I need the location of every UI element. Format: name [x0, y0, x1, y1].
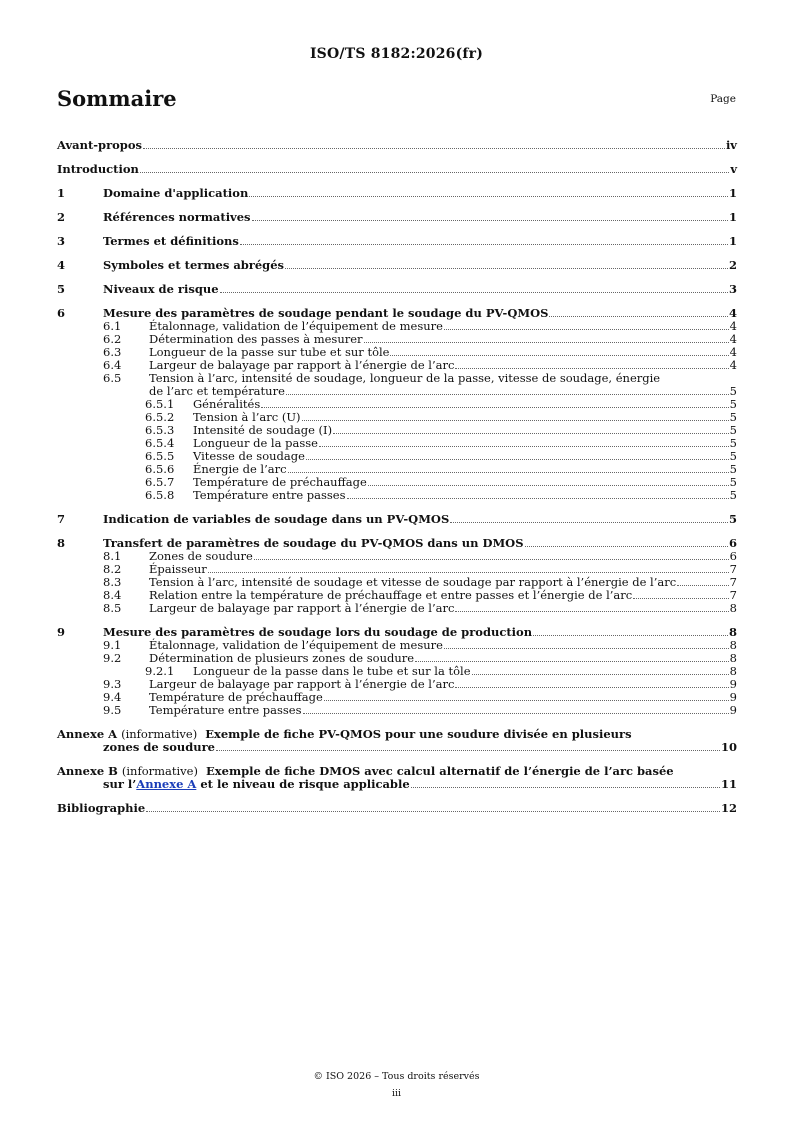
- toc-entry-title: Largeur de balayage par rapport à l’énergie de l’arc: [149, 601, 455, 615]
- toc-page-number: 5: [729, 462, 737, 476]
- leader-dots: [390, 355, 728, 356]
- toc-page-number: 3: [728, 282, 737, 296]
- section-number: 8: [57, 536, 66, 550]
- toc-entry-section-9-5[interactable]: [57, 704, 737, 717]
- toc-entry-section-5[interactable]: [57, 283, 737, 296]
- toc-page-number: 8: [729, 651, 737, 665]
- toc-entry-section-2[interactable]: [57, 211, 737, 224]
- toc-page-number: 8: [729, 601, 737, 615]
- toc-page-number: 9: [729, 677, 737, 691]
- toc-entry-title: Références normatives: [103, 210, 251, 224]
- toc-entry-title: Longueur de la passe sur tube et sur tôle: [149, 345, 390, 359]
- leader-dots: [411, 787, 720, 788]
- section-number: 6.5.6: [145, 462, 175, 476]
- toc-page-number: 1: [728, 186, 737, 200]
- toc-page-number: 1: [728, 234, 737, 248]
- toc-entry-title: Longueur de la passe: [193, 436, 318, 450]
- toc-page-number: 5: [729, 410, 737, 424]
- section-number: 6.3: [103, 345, 122, 359]
- toc-entry-avant-propos[interactable]: [57, 139, 737, 152]
- toc-entry-annex-b[interactable]: [57, 765, 737, 791]
- section-number: 7: [57, 512, 66, 526]
- leader-dots: [140, 172, 729, 173]
- toc-entry-title: Tension à l’arc, intensité de soudage et vitesse de soudage par rapport à l’énergie de l’arc: [149, 575, 677, 589]
- toc-entry-section-8-5[interactable]: [57, 602, 737, 615]
- section-number: 6.4: [103, 358, 122, 372]
- page-footer: [0, 1068, 793, 1102]
- toc-page-number: 4: [729, 345, 737, 359]
- section-number: 9.2.1: [145, 664, 175, 678]
- leader-dots: [252, 220, 728, 221]
- toc-page-number: iv: [725, 138, 737, 152]
- copyright-notice: © ISO 2026 – Tous droits réservés: [313, 1071, 480, 1082]
- leader-dots: [319, 446, 729, 447]
- leader-dots: [220, 292, 728, 293]
- leader-dots: [364, 342, 729, 343]
- toc-entry-title-continued: sur l’: [103, 777, 137, 791]
- toc-entry-section-4[interactable]: [57, 259, 737, 272]
- toc-page-number: 4: [729, 358, 737, 372]
- toc-entry-bibliographie[interactable]: [57, 802, 737, 815]
- section-number: 9.5: [103, 703, 122, 717]
- toc-entry-title: Largeur de balayage par rapport à l’énergie de l’arc: [149, 358, 455, 372]
- toc-page-number: 9: [729, 690, 737, 704]
- toc-page-number: 4: [729, 332, 737, 346]
- toc-entry-title: Exemple de fiche PV-QMOS pour une soudure divisée en plusieurs: [205, 727, 632, 741]
- annex-label: Annexe A: [57, 727, 118, 741]
- section-number: 6.5.5: [145, 449, 175, 463]
- section-number: 2: [57, 210, 66, 224]
- toc-entry-title: Température de préchauffage: [193, 475, 367, 489]
- leader-dots: [472, 674, 729, 675]
- toc-page-number: 2: [728, 258, 737, 272]
- toc-entry-title: Température de préchauffage: [149, 690, 323, 704]
- toc-entry-title: Intensité de soudage (I): [193, 423, 333, 437]
- toc-page-number: 5: [729, 423, 737, 437]
- leader-dots: [533, 635, 728, 636]
- toc-entry-title: Énergie de l’arc: [193, 462, 287, 476]
- toc-page-number: 5: [729, 475, 737, 489]
- section-number: 1: [57, 186, 66, 200]
- leader-dots: [143, 148, 725, 149]
- toc-entry-title: Domaine d'application: [103, 186, 249, 200]
- toc-entry-title: Termes et définitions: [103, 234, 239, 248]
- toc-entry-section-6-5[interactable]: [57, 372, 737, 398]
- toc-entry-title: Largeur de balayage par rapport à l’énergie de l’arc: [149, 677, 455, 691]
- section-number: 3: [57, 234, 66, 248]
- section-number: 5: [57, 282, 66, 296]
- toc-entry-title: Transfert de paramètres de soudage du PV-QMOS dans un DMOS: [103, 536, 524, 550]
- leader-dots: [677, 585, 728, 586]
- toc-page-number: 11: [720, 777, 737, 791]
- section-number: 9: [57, 625, 66, 639]
- leader-dots: [261, 407, 728, 408]
- section-number: 9.4: [103, 690, 122, 704]
- leader-dots: [306, 459, 729, 460]
- leader-dots: [444, 329, 729, 330]
- toc-entry-title: Généralités: [193, 397, 261, 411]
- section-number: 9.2: [103, 651, 122, 665]
- section-number: 6.5.4: [145, 436, 175, 450]
- table-of-contents: [57, 128, 737, 815]
- toc-entry-title: Température entre passes: [193, 488, 346, 502]
- section-number: 6.5.2: [145, 410, 175, 424]
- toc-page-number: 5: [729, 436, 737, 450]
- section-number: 9.3: [103, 677, 122, 691]
- leader-dots: [450, 522, 728, 523]
- section-number: 8.1: [103, 549, 122, 563]
- toc-entry-title: Bibliographie: [57, 801, 146, 815]
- leader-dots: [302, 420, 729, 421]
- page-number: iii: [391, 1088, 402, 1099]
- leader-dots: [633, 598, 728, 599]
- toc-page-number: 10: [720, 740, 737, 754]
- toc-entry-title: Épaisseur: [149, 562, 207, 576]
- toc-entry-title: Niveaux de risque: [103, 282, 219, 296]
- toc-page-number: 5: [729, 397, 737, 411]
- toc-entry-title: Relation entre la température de préchauffage et entre passes et l’énergie de l’arc: [149, 588, 633, 602]
- toc-page-number: 4: [728, 306, 737, 320]
- leader-dots: [415, 661, 729, 662]
- toc-entry-title: Exemple de fiche DMOS avec calcul alternatif de l’énergie de l’arc basée: [206, 764, 674, 778]
- leader-dots: [208, 572, 729, 573]
- section-number: 6.1: [103, 319, 122, 333]
- annex-label: Annexe B: [57, 764, 118, 778]
- leader-dots: [240, 244, 728, 245]
- toc-page-number: 7: [729, 588, 737, 602]
- leader-dots: [347, 498, 729, 499]
- toc-entry-section-3[interactable]: [57, 235, 737, 248]
- leader-dots: [288, 472, 729, 473]
- toc-entry-title-continued: de l’arc et température: [149, 384, 285, 398]
- toc-entry-title: Tension à l’arc (U): [193, 410, 301, 424]
- toc-page-number: 7: [729, 575, 737, 589]
- leader-dots: [303, 713, 729, 714]
- toc-entry-title: Température entre passes: [149, 703, 302, 717]
- toc-entry-section-1[interactable]: [57, 187, 737, 200]
- section-number: 6.5.7: [145, 475, 175, 489]
- toc-page-number: 8: [728, 625, 737, 639]
- annex-kind: (informative): [121, 727, 198, 741]
- leader-dots: [324, 700, 729, 701]
- toc-page-number: 5: [729, 384, 737, 398]
- section-number: 8.4: [103, 588, 122, 602]
- section-number: 8.2: [103, 562, 122, 576]
- document-id-header: ISO/TS 8182:2026(fr): [309, 46, 484, 62]
- toc-entry-annex-a[interactable]: [57, 728, 737, 754]
- toc-page-number: 5: [729, 449, 737, 463]
- toc-entry-section-6-5-8[interactable]: [57, 489, 737, 502]
- toc-entry-title: Introduction: [57, 162, 139, 176]
- toc-entry-title: Détermination des passes à mesurer: [149, 332, 363, 346]
- section-number: 6.2: [103, 332, 122, 346]
- toc-entry-title: Détermination de plusieurs zones de soudure: [149, 651, 415, 665]
- toc-entry-title-continued-end: et le niveau de risque applicable: [196, 777, 410, 791]
- section-number: 6.5.1: [145, 397, 175, 411]
- section-number: 6.5.8: [145, 488, 175, 502]
- section-number: 8.5: [103, 601, 122, 615]
- toc-entry-section-7[interactable]: [57, 513, 737, 526]
- annex-a-link[interactable]: Annexe A: [136, 777, 197, 791]
- toc-entry-title-continued: zones de soudure: [103, 740, 216, 754]
- toc-entry-title: Longueur de la passe dans le tube et sur la tôle: [193, 664, 471, 678]
- leader-dots: [368, 485, 729, 486]
- leader-dots: [455, 368, 728, 369]
- toc-page-number: 8: [729, 638, 737, 652]
- leader-dots: [455, 611, 728, 612]
- toc-page-number: 5: [729, 488, 737, 502]
- toc-entry-title: Symboles et termes abrégés: [103, 258, 285, 272]
- section-number: 6.5: [103, 371, 122, 385]
- section-number: 6: [57, 306, 66, 320]
- annex-kind: (informative): [121, 764, 198, 778]
- toc-entry-title: Étalonnage, validation de l’équipement de mesure: [149, 638, 443, 652]
- page-title: Sommaire: [57, 86, 177, 111]
- leader-dots: [549, 316, 728, 317]
- toc-page-number: 4: [729, 319, 737, 333]
- toc-entry-title: Zones de soudure: [149, 549, 253, 563]
- toc-entry-title: Indication de variables de soudage dans un PV-QMOS: [103, 512, 450, 526]
- page-column-label: Page: [710, 93, 736, 105]
- toc-page-number: 9: [729, 703, 737, 717]
- toc-page-number: 6: [728, 536, 737, 550]
- section-number: 4: [57, 258, 66, 272]
- toc-entry-introduction[interactable]: [57, 163, 737, 176]
- toc-page-number: v: [730, 162, 737, 176]
- leader-dots: [146, 811, 720, 812]
- leader-dots: [285, 268, 728, 269]
- section-number: 9.1: [103, 638, 122, 652]
- leader-dots: [455, 687, 728, 688]
- leader-dots: [249, 196, 728, 197]
- toc-entry-title: Vitesse de soudage: [193, 449, 305, 463]
- toc-entry-title: Mesure des paramètres de soudage pendant le soudage du PV-QMOS: [103, 306, 549, 320]
- leader-dots: [254, 559, 729, 560]
- leader-dots: [333, 433, 729, 434]
- section-number: 6.5.3: [145, 423, 175, 437]
- leader-dots: [444, 648, 729, 649]
- section-number: 8.3: [103, 575, 122, 589]
- toc-page-number: 1: [728, 210, 737, 224]
- toc-page-number: 7: [729, 562, 737, 576]
- toc-page-number: 12: [720, 801, 737, 815]
- toc-page-number: 8: [729, 664, 737, 678]
- toc-entry-title: Étalonnage, validation de l’équipement de mesure: [149, 319, 443, 333]
- leader-dots: [216, 750, 720, 751]
- leader-dots: [525, 546, 728, 547]
- toc-entry-title: Avant-propos: [57, 138, 142, 152]
- leader-dots: [286, 394, 729, 395]
- toc-entry-title: Tension à l’arc, intensité de soudage, longueur de la passe, vitesse de soudage, énergie: [149, 371, 661, 385]
- toc-entry-title: Mesure des paramètres de soudage lors du soudage de production: [103, 625, 533, 639]
- toc-page-number: 6: [729, 549, 737, 563]
- toc-page-number: 5: [728, 512, 737, 526]
